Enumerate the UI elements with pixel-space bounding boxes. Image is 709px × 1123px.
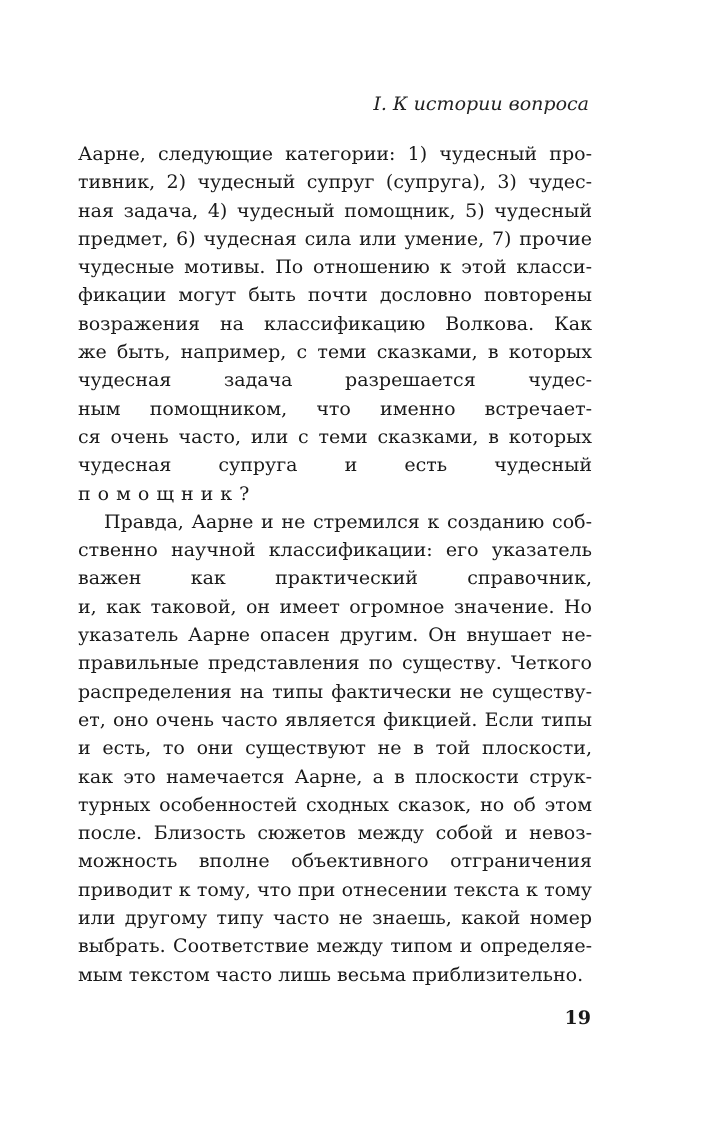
text-line: ет, оно очень часто является фикцией. Если типы: [78, 708, 592, 731]
page-number: 19: [564, 1007, 591, 1029]
text-line: турных особенностей сходных сказок, но об этом: [78, 793, 592, 816]
text-line: правильные представления по существу. Четкого: [78, 652, 592, 675]
body-text: [78, 140, 592, 989]
text-line: и, как таковой, он имеет огромное значение. Но: [78, 595, 592, 618]
text-line: ся очень часто, или с теми сказками, в которых: [78, 425, 592, 448]
text-line: же быть, например, с теми сказками, в которых: [78, 341, 592, 364]
text-line: помощник?: [78, 482, 257, 505]
text-line: Правда, Аарне и не стремился к созданию соб-: [104, 510, 592, 533]
text-line: ственно научной классификации: его указатель: [78, 539, 592, 562]
text-line: Аарне, следующие категории: 1) чудесный про-: [78, 143, 592, 165]
text-line: важен как практический справочник,: [78, 567, 592, 590]
text-line: после. Близость сюжетов между собой и невоз-: [78, 822, 592, 845]
text-line: указатель Аарне опасен другим. Он внушает не-: [78, 624, 592, 647]
text-line: тивник, 2) чудесный супруг (супруга), 3) чудес-: [78, 171, 592, 194]
text-line: фикации могут быть почти дословно повторены: [78, 284, 592, 307]
text-line: предмет, 6) чудесная сила или умение, 7) прочие: [78, 227, 592, 250]
text-line: приводит к тому, что при отнесении текста к тому: [78, 878, 592, 901]
text-line: и есть, то они существуют не в той плоскости,: [78, 737, 592, 760]
text-line: как это намечается Аарне, а в плоскости струк-: [78, 765, 592, 788]
text-line: можность вполне объективного отграничения: [78, 850, 592, 873]
text-line: выбрать. Соответствие между типом и определяе-: [78, 935, 592, 958]
text-line: или другому типу часто не знаешь, какой номер: [78, 907, 592, 930]
text-line: чудесные мотивы. По отношению к этой класси-: [78, 256, 592, 279]
text-line: ным помощником, что именно встречает-: [78, 397, 592, 420]
text-line: чудесная задача разрешается чудес-: [78, 369, 592, 392]
text-line: ная задача, 4) чудесный помощник, 5) чудесный: [78, 199, 592, 222]
text-line: распределения на типы фактически не существу-: [78, 680, 592, 703]
running-header: I. К истории вопроса: [373, 93, 589, 115]
text-line: чудесная супруга и есть чудесный: [78, 454, 592, 477]
text-line: мым текстом часто лишь весьма приблизительно.: [78, 963, 584, 986]
text-line: возражения на классификацию Волкова. Как: [78, 312, 592, 335]
